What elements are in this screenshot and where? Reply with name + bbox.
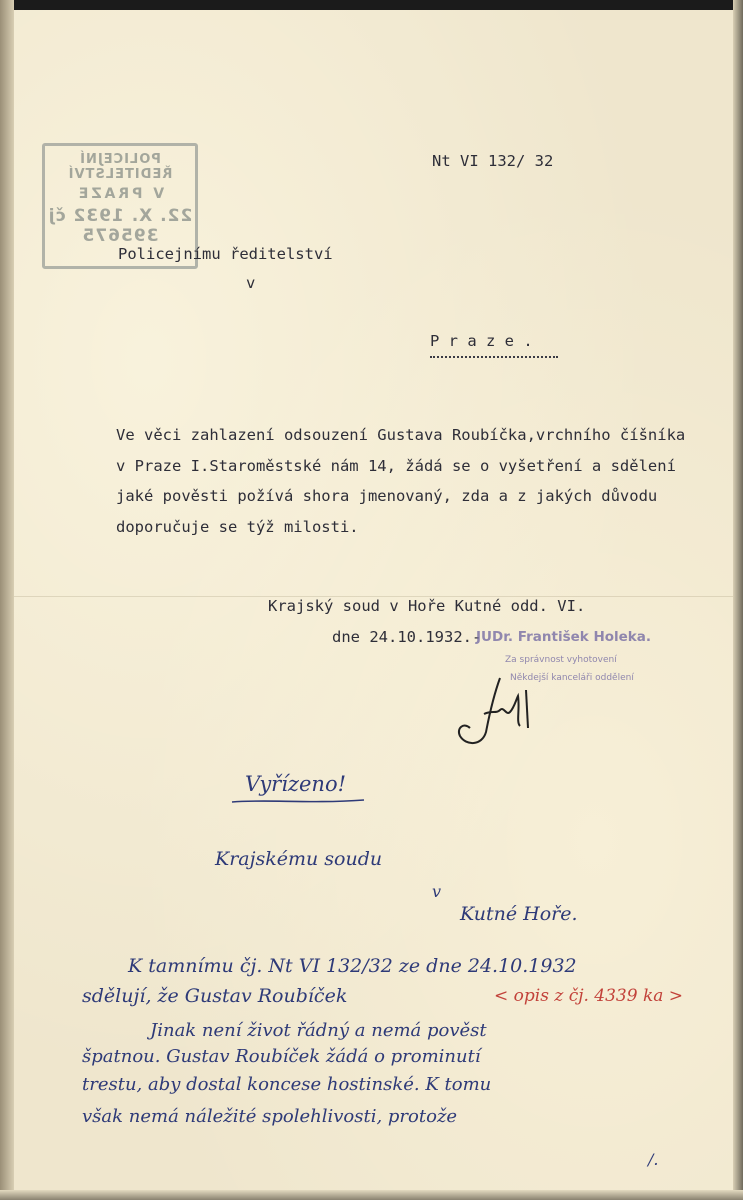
red-pencil-note: < opis z čj. 4339 ka > xyxy=(494,986,684,1006)
body-line: Ve věci zahlazení odsouzení Gustava Roubíčka,vrchního číšníka xyxy=(116,426,686,444)
handwritten-to-line3: Kutné Hoře. xyxy=(460,903,578,925)
sender-date: dne 24.10.1932.- xyxy=(332,628,482,646)
signature-mark xyxy=(448,670,558,760)
handwritten-to-line2: v xyxy=(432,882,442,901)
body-line: jaké pověsti požívá shora jmenovaný, zda a z jakých důvodu xyxy=(116,487,658,505)
receipt-stamp-line3: 22. X. 1932 čj 395675 xyxy=(47,206,193,246)
addressee-line1: Policejnímu ředitelství xyxy=(118,245,333,263)
official-stamp-line3: Někdejší kanceláři oddělení xyxy=(510,673,634,683)
handwritten-heading: Vyřízeno! xyxy=(245,772,347,796)
scan-edge-left xyxy=(0,0,14,1200)
addressee-city: P r a z e . xyxy=(430,332,533,350)
official-stamp-line2: Za správnost vyhotovení xyxy=(505,655,617,665)
body-line: doporučuje se týž milosti. xyxy=(116,517,359,536)
page-continuation-mark: /. xyxy=(648,1150,659,1169)
scan-edge-right xyxy=(733,0,743,1200)
receipt-stamp-line1: POLICEJNÍ ŘEDITELSTVÍ xyxy=(67,152,173,182)
handwritten-paragraph-line: Jinak není život řádný a nemá pověst xyxy=(150,1020,487,1041)
letter-body xyxy=(116,420,685,542)
addressee-line2: v xyxy=(246,274,256,292)
handwritten-paragraph-line: K tamnímu čj. Nt VI 132/32 ze dne 24.10.1932 xyxy=(128,955,577,977)
red-pencil-note-text: opis z čj. 4339 ka xyxy=(513,986,664,1006)
receipt-stamp-line2: V PRAZE xyxy=(75,186,165,202)
handwritten-paragraph-line: trestu, aby dostal koncese hostinské. K tomu xyxy=(82,1074,492,1095)
body-line: v Praze I.Staroměstské nám 14, žádá se o vyšetření a sdělení xyxy=(116,456,676,475)
handwritten-paragraph-line: sdělují, že Gustav Roubíček xyxy=(82,985,348,1007)
handwritten-paragraph-line: však nemá náležité spolehlivosti, protože xyxy=(82,1106,458,1127)
official-stamp-name: JUDr. František Holeka. xyxy=(476,629,652,645)
heading-underline xyxy=(228,796,368,808)
scan-edge-bottom xyxy=(0,1190,743,1200)
handwritten-to-line1: Krajskému soudu xyxy=(215,848,383,870)
sender-court: Krajský soud v Hoře Kutné odd. VI. xyxy=(268,597,586,615)
city-underline xyxy=(430,356,558,358)
scan-edge-top xyxy=(0,0,743,10)
reference-number: Nt VI 132/ 32 xyxy=(432,152,554,170)
handwritten-paragraph-line: špatnou. Gustav Roubíček žádá o prominutí xyxy=(82,1046,481,1067)
